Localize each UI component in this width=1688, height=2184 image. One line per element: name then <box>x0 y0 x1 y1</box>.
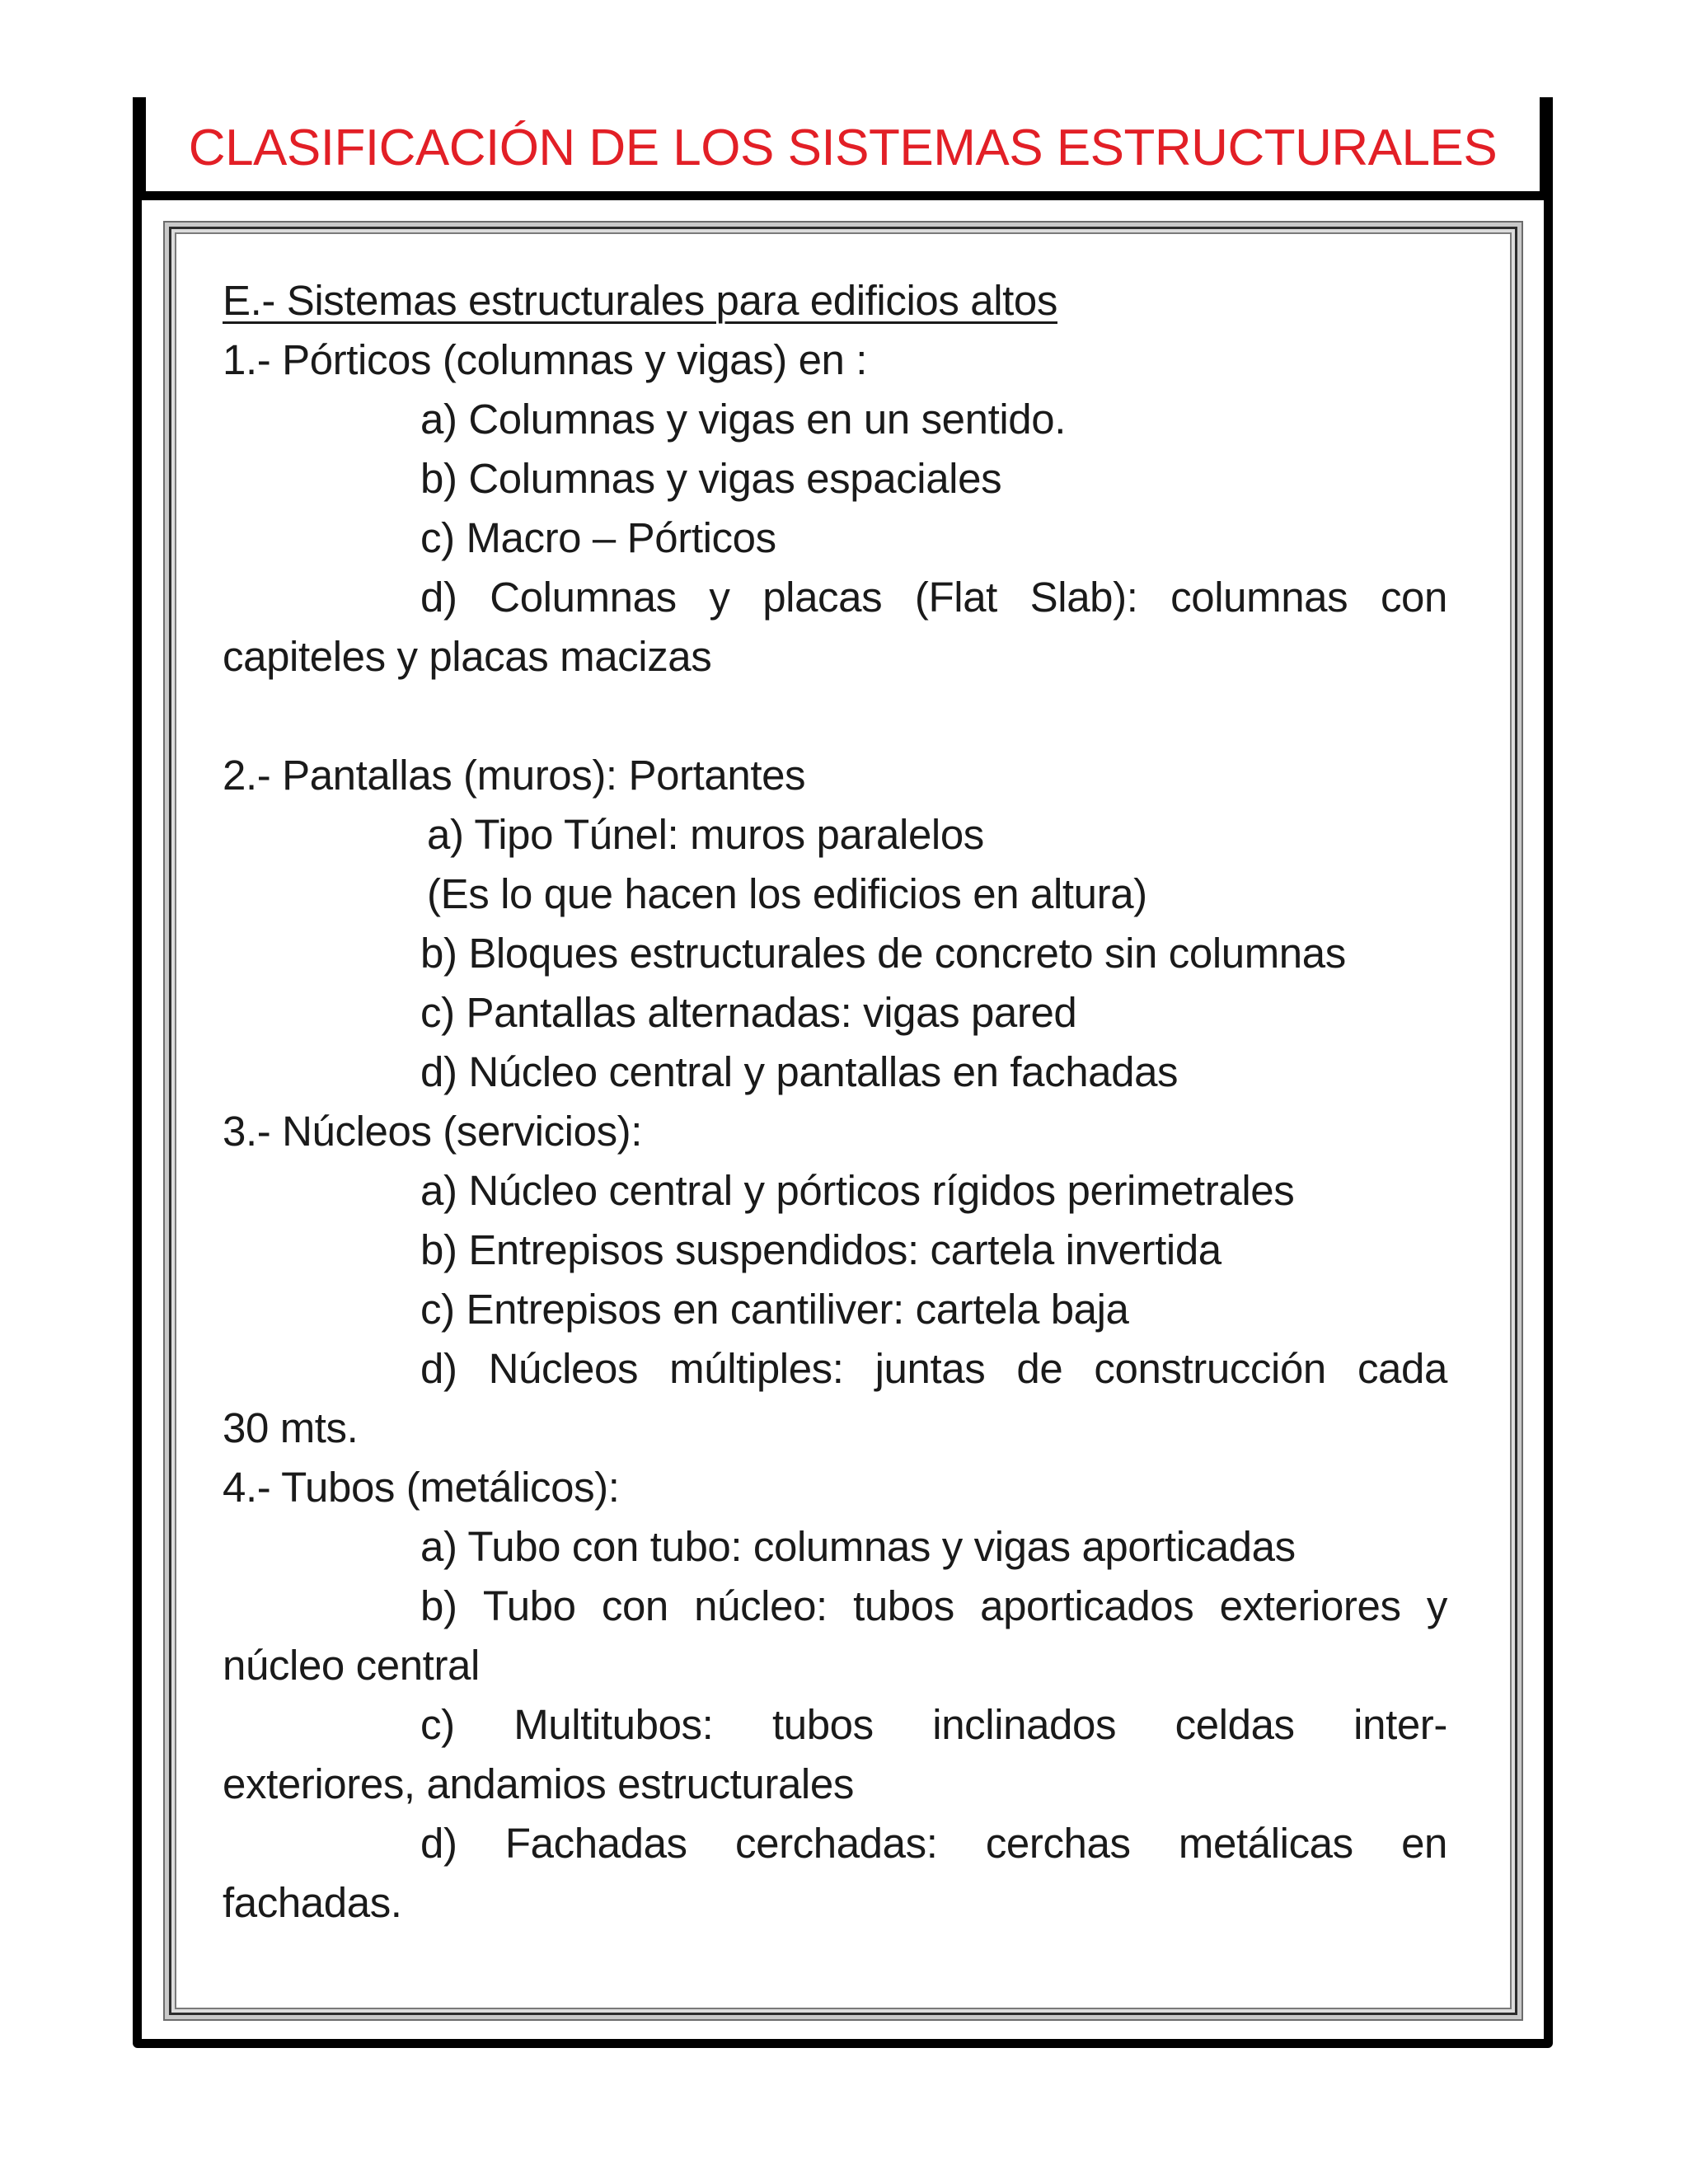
section-3-title: 3.- Núcleos (servicios): <box>223 1108 643 1155</box>
section-2-item-a: a) Tipo Túnel: muros paralelos <box>427 811 984 858</box>
section-4-item-b <box>223 1577 1447 1636</box>
justified-word: columnas <box>1170 574 1348 621</box>
justified-word: con <box>1380 574 1447 621</box>
justified-word: b) <box>420 1582 457 1629</box>
section-3-item-d <box>223 1339 1447 1399</box>
title-right-bar <box>1540 97 1553 196</box>
section-heading: E.- Sistemas estructurales para edificios altos <box>223 277 1057 324</box>
justified-word: exteriores <box>1219 1582 1401 1629</box>
justified-word: Tubo <box>482 1582 576 1629</box>
justified-word: múltiples: <box>669 1345 844 1392</box>
section-2-title: 2.- Pantallas (muros): Portantes <box>223 752 806 799</box>
title-left-bar <box>133 97 146 196</box>
justified-word: con <box>601 1582 668 1629</box>
justified-word: juntas <box>874 1345 986 1392</box>
section-1-item-a: a) Columnas y vigas en un sentido. <box>420 396 1067 443</box>
justified-word: y <box>1426 1582 1447 1629</box>
justified-word: Fachadas <box>504 1820 687 1867</box>
justified-word: núcleo: <box>694 1582 828 1629</box>
section-2-item-a-note: (Es lo que hacen los edificios en altura) <box>427 870 1147 917</box>
justified-word: metálicas <box>1178 1820 1353 1867</box>
section-2-item-d: d) Núcleo central y pantallas en fachadas <box>420 1048 1179 1095</box>
justified-word: celdas <box>1175 1701 1295 1748</box>
section-2-item-c: c) Pantallas alternadas: vigas pared <box>420 989 1077 1036</box>
section-1-item-d-continued: capiteles y placas macizas <box>223 633 712 680</box>
justified-word: inter- <box>1353 1701 1447 1748</box>
section-1-item-d <box>223 568 1447 627</box>
justified-word: Multitubos: <box>513 1701 714 1748</box>
section-1-title: 1.- Pórticos (columnas y vigas) en : <box>223 336 868 383</box>
section-1-item-c: c) Macro – Pórticos <box>420 514 776 561</box>
section-4-item-c <box>223 1695 1447 1755</box>
section-3-item-a: a) Núcleo central y pórticos rígidos perimetrales <box>420 1167 1295 1214</box>
section-3-item-d-continued: 30 mts. <box>223 1404 359 1451</box>
justified-word: c) <box>420 1701 455 1748</box>
justified-word: Núcleos <box>488 1345 639 1392</box>
justified-word: d) <box>420 1820 457 1867</box>
section-4-item-d-continued: fachadas. <box>223 1879 402 1926</box>
section-4-item-d <box>223 1814 1447 1873</box>
justified-word: aporticados <box>980 1582 1194 1629</box>
justified-word: de <box>1016 1345 1063 1392</box>
justified-word: cada <box>1357 1345 1447 1392</box>
section-4-item-c-continued: exteriores, andamios estructurales <box>223 1760 854 1807</box>
justified-word: d) <box>420 574 457 621</box>
justified-word: Columnas <box>490 574 677 621</box>
section-3-item-c: c) Entrepisos en cantiliver: cartela baja <box>420 1286 1129 1333</box>
justified-word: cerchas <box>985 1820 1131 1867</box>
justified-word: placas <box>762 574 883 621</box>
justified-word: tubos <box>771 1701 874 1748</box>
section-3-item-b: b) Entrepisos suspendidos: cartela invertida <box>420 1226 1221 1273</box>
document-body <box>223 271 1447 1933</box>
section-2-item-b: b) Bloques estructurales de concreto sin columnas <box>420 930 1346 977</box>
section-4-item-a: a) Tubo con tubo: columnas y vigas aporticadas <box>420 1523 1296 1570</box>
justified-word: (Flat <box>914 574 997 621</box>
justified-word: Slab): <box>1029 574 1138 621</box>
section-1-item-b: b) Columnas y vigas espaciales <box>420 455 1002 502</box>
justified-word: tubos <box>853 1582 954 1629</box>
justified-word: construcción <box>1094 1345 1326 1392</box>
page-title: CLASIFICACIÓN DE LOS SISTEMAS ESTRUCTURALES <box>188 120 1498 176</box>
justified-word: en <box>1401 1820 1447 1867</box>
section-4-title: 4.- Tubos (metálicos): <box>223 1464 620 1511</box>
justified-word: y <box>709 574 730 621</box>
justified-word: inclinados <box>932 1701 1117 1748</box>
section-4-item-b-continued: núcleo central <box>223 1642 480 1689</box>
justified-word: cerchadas: <box>735 1820 938 1867</box>
justified-word: d) <box>420 1345 457 1392</box>
spacer <box>223 687 1447 746</box>
